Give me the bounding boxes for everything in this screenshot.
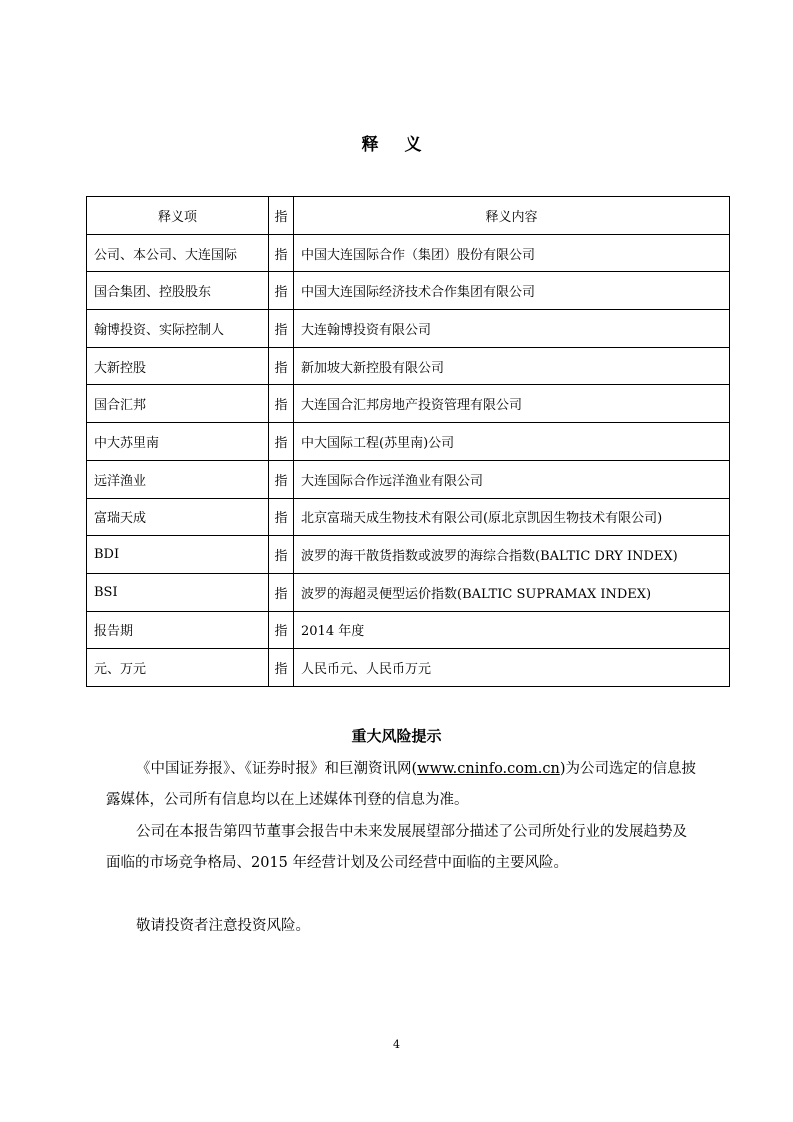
table-row (87, 423, 730, 461)
risk-section-title: 重大风险提示 (351, 727, 442, 745)
row-pointer: 指 (269, 498, 294, 536)
table-row (87, 310, 730, 348)
row-content: 大连国合汇邦房地产投资管理有限公司 (294, 385, 730, 423)
risk-paragraph-outlook: 公司在本报告第四节董事会报告中未来发展展望部分描述了公司所处行业的发展趋势及面临的市场竞争格局、2015 年经营计划及公司经营中面临的主要风险。 (106, 824, 687, 871)
row-pointer: 指 (269, 573, 294, 611)
row-content: 北京富瑞天成生物技术有限公司(原北京凯因生物技术有限公司) (294, 498, 730, 536)
row-content: 2014 年度 (294, 611, 730, 649)
definitions-table (86, 196, 730, 687)
row-term: 翰博投资、实际控制人 (87, 310, 269, 348)
table-row (87, 536, 730, 574)
row-content: 波罗的海超灵便型运价指数(BALTIC SUPRAMAX INDEX) (294, 573, 730, 611)
row-pointer: 指 (269, 347, 294, 385)
row-term: 国合集团、控股股东 (87, 272, 269, 310)
row-pointer: 指 (269, 310, 294, 348)
row-content: 大连国际合作远洋渔业有限公司 (294, 460, 730, 498)
header-content: 释义内容 (294, 197, 730, 235)
row-term: 大新控股 (87, 347, 269, 385)
row-term: 元、万元 (87, 649, 269, 687)
row-content: 中国大连国际合作（集团）股份有限公司 (294, 234, 730, 272)
row-pointer: 指 (269, 272, 294, 310)
table-row (87, 649, 730, 687)
row-term: 远洋渔业 (87, 460, 269, 498)
row-term: BDI (87, 536, 269, 574)
header-term: 释义项 (87, 197, 269, 235)
media-text-before: 《中国证券报》、《证券时报》和巨潮资讯网( (136, 761, 418, 777)
table-row (87, 498, 730, 536)
row-term: 中大苏里南 (87, 423, 269, 461)
table-row (87, 460, 730, 498)
row-content: 人民币元、人民币万元 (294, 649, 730, 687)
risk-paragraph-media (106, 754, 696, 816)
table-row (87, 611, 730, 649)
table-row (87, 272, 730, 310)
row-term: 国合汇邦 (87, 385, 269, 423)
row-pointer: 指 (269, 460, 294, 498)
row-term: 报告期 (87, 611, 269, 649)
table-row (87, 234, 730, 272)
table-header-row (87, 197, 730, 235)
media-text-after: )为公司选定的信息披露媒体，公司所有信息均以在上述媒体刊登的信息为准。 (106, 761, 696, 808)
row-pointer: 指 (269, 423, 294, 461)
row-content: 大连翰博投资有限公司 (294, 310, 730, 348)
risk-paragraph-warning: 敬请投资者注意投资风险。 (136, 918, 310, 934)
table-row (87, 573, 730, 611)
row-content: 新加坡大新控股有限公司 (294, 347, 730, 385)
page-number: 4 (393, 1038, 400, 1051)
row-pointer: 指 (269, 611, 294, 649)
row-pointer: 指 (269, 385, 294, 423)
row-pointer: 指 (269, 234, 294, 272)
table-row (87, 385, 730, 423)
cninfo-link[interactable]: www.cninfo.com.cn (417, 761, 560, 777)
row-content: 波罗的海干散货指数或波罗的海综合指数(BALTIC DRY INDEX) (294, 536, 730, 574)
row-term: 公司、本公司、大连国际 (87, 234, 269, 272)
row-content: 中国大连国际经济技术合作集团有限公司 (294, 272, 730, 310)
row-pointer: 指 (269, 536, 294, 574)
table-row (87, 347, 730, 385)
row-term: BSI (87, 573, 269, 611)
page-title: 释 义 (361, 135, 432, 155)
header-pointer: 指 (269, 197, 294, 235)
row-term: 富瑞天成 (87, 498, 269, 536)
row-content: 中大国际工程(苏里南)公司 (294, 423, 730, 461)
row-pointer: 指 (269, 649, 294, 687)
